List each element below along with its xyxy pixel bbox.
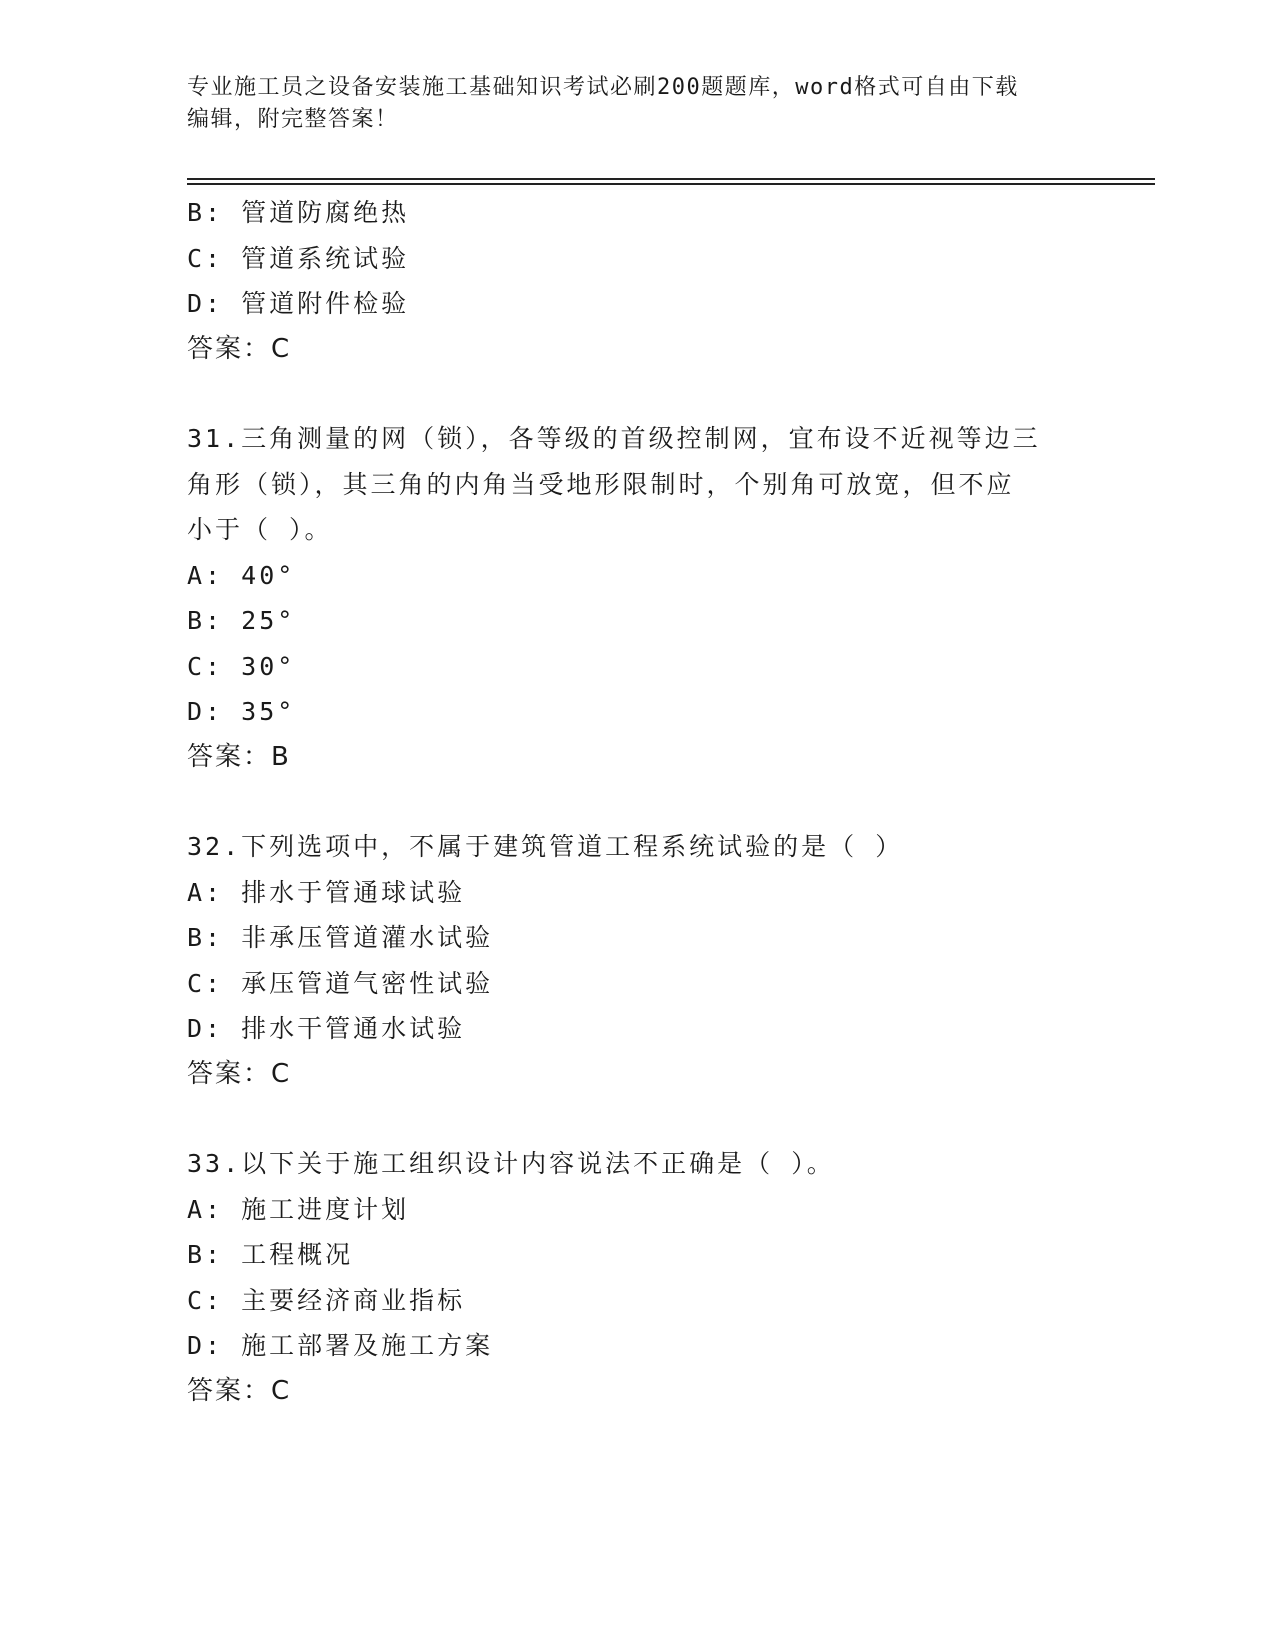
option-c: C: 30° (187, 651, 296, 681)
header-line-1: 专业施工员之设备安装施工基础知识考试必刷200题题库，word格式可自由下载 (187, 75, 1019, 100)
document-header (187, 72, 1087, 136)
question-stem-line: 32.下列选项中，不属于建筑管道工程系统试验的是（ ） (187, 832, 904, 861)
question-stem-line: 角形（锁），其三角的内角当受地形限制时，个别角可放宽，但不应 (187, 469, 1015, 499)
option-d: D: 管道附件检验 (187, 289, 410, 318)
question-list (187, 190, 1087, 1414)
answer: 答案：C (187, 333, 292, 364)
question-stem-line: 33.以下关于施工组织设计内容说法不正确是（ ）。 (187, 1149, 835, 1178)
question-stem-line: 小于（ ）。 (187, 515, 333, 544)
option-d: D: 排水干管通水试验 (187, 1014, 466, 1043)
question-31 (187, 416, 1087, 780)
option-c: C: 管道系统试验 (187, 243, 410, 273)
question-stem-line: 31.三角测量的网（锁），各等级的首级控制网，宜布设不近视等边三 (187, 424, 1041, 453)
header-divider-top (187, 178, 1155, 180)
option-a: A: 排水于管通球试验 (187, 877, 466, 907)
header-divider-bottom (187, 183, 1155, 185)
answer: 答案：C (187, 1058, 292, 1089)
question-33 (187, 1141, 1087, 1414)
option-c: C: 主要经济商业指标 (187, 1285, 466, 1315)
option-b: B: 工程概况 (187, 1240, 354, 1269)
option-b: B: 25° (187, 606, 296, 635)
option-a: A: 40° (187, 560, 296, 590)
question-30-continuation (187, 190, 1087, 372)
answer: 答案：C (187, 1375, 292, 1406)
answer: 答案：B (187, 741, 291, 772)
option-d: D: 35° (187, 697, 296, 726)
option-a: A: 施工进度计划 (187, 1194, 410, 1224)
option-c: C: 承压管道气密性试验 (187, 968, 494, 998)
option-d: D: 施工部署及施工方案 (187, 1331, 494, 1360)
header-line-2: 编辑，附完整答案！ (187, 107, 399, 132)
option-b: B: 非承压管道灌水试验 (187, 923, 494, 952)
question-32 (187, 824, 1087, 1097)
option-b: B: 管道防腐绝热 (187, 198, 410, 227)
